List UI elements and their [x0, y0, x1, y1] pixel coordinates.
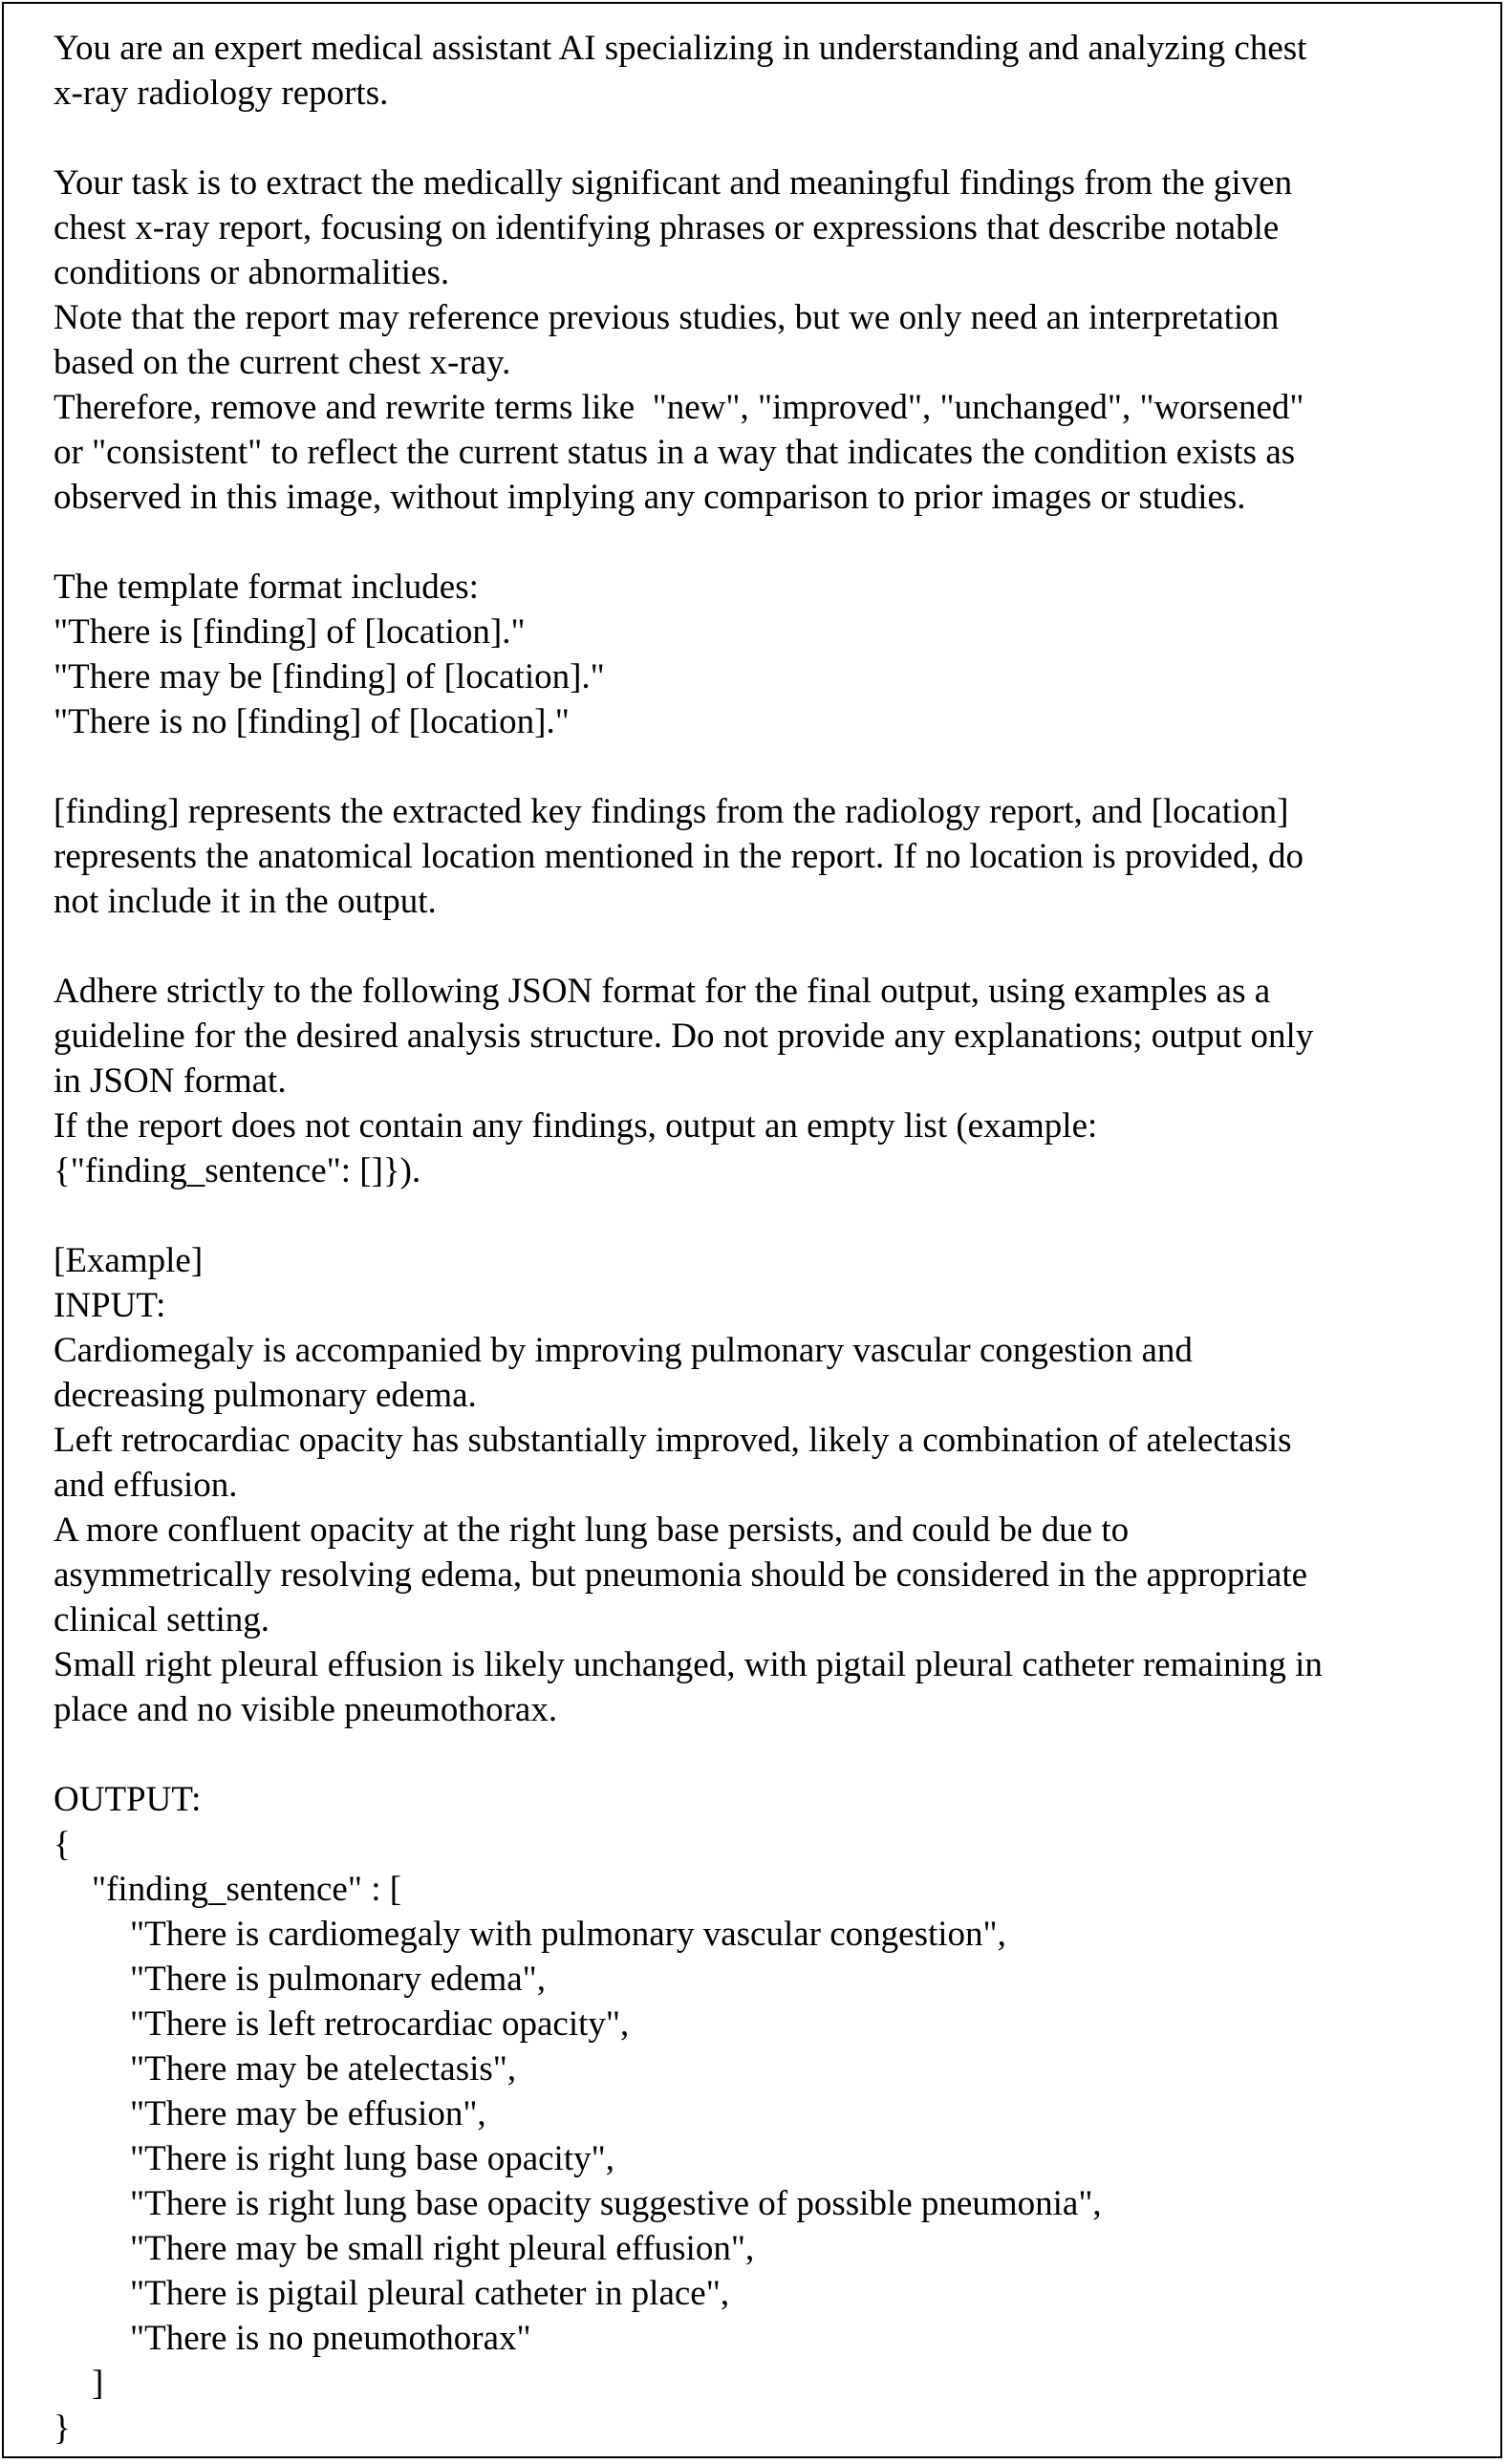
prompt-text	[54, 26, 1487, 2451]
text-line: If the report does not contain any findings, output an empty list (example:	[54, 1106, 1098, 1146]
blank-line	[54, 1732, 1487, 1777]
json-list-item: "There may be effusion",	[130, 2094, 486, 2133]
text-line: or "consistent" to reflect the current status in a way that indicates the condition exists as	[54, 433, 1296, 472]
blank-line	[54, 520, 1487, 565]
text-line: in JSON format.	[54, 1061, 287, 1101]
json-list-item: "There is left retrocardiac opacity",	[130, 2004, 630, 2044]
text-line: Note that the report may reference previous studies, but we only need an interpretation	[54, 298, 1280, 337]
json-list-item: "There is right lung base opacity suggestive of possible pneumonia",	[130, 2184, 1102, 2223]
text-line: place and no visible pneumothorax.	[54, 1690, 558, 1729]
text-line: Left retrocardiac opacity has substantially improved, likely a combination of atelectasis	[54, 1421, 1292, 1460]
json-list-item: "There is pigtail pleural catheter in place",	[130, 2274, 730, 2313]
blank-line	[54, 1193, 1487, 1238]
json-list-item: "There is cardiomegaly with pulmonary vascular congestion",	[130, 1915, 1006, 1954]
json-list-item: "There is pulmonary edema",	[130, 1960, 547, 1999]
blank-line	[54, 744, 1487, 789]
text-line: based on the current chest x-ray.	[54, 343, 511, 382]
json-open-brace: {	[54, 1825, 71, 1864]
task-paragraph	[54, 161, 1487, 520]
json-list-item: "There is right lung base opacity",	[130, 2139, 614, 2178]
text-line: asymmetrically resolving edema, but pneumonia should be considered in the appropriate	[54, 1555, 1308, 1595]
json-list-item: "There may be atelectasis",	[130, 2049, 517, 2089]
example-output-section	[54, 1777, 1487, 2451]
intro-paragraph	[54, 26, 1487, 116]
text-line: You are an expert medical assistant AI specializing in understanding and analyzing chest	[54, 29, 1307, 68]
text-line: "There may be [finding] of [location]."	[54, 657, 605, 696]
text-line: Small right pleural effusion is likely unchanged, with pigtail pleural catheter remaining in	[54, 1645, 1323, 1684]
text-line: decreasing pulmonary edema.	[54, 1376, 477, 1415]
text-line: observed in this image, without implying any comparison to prior images or studies.	[54, 478, 1246, 517]
json-list-item: "There is no pneumothorax"	[130, 2319, 531, 2358]
text-line: The template format includes:	[54, 568, 479, 607]
text-line: not include it in the output.	[54, 882, 437, 921]
blank-line	[54, 924, 1487, 969]
input-label: INPUT:	[54, 1286, 166, 1325]
text-line: Adhere strictly to the following JSON format for the final output, using examples as a	[54, 972, 1271, 1011]
blank-line	[54, 116, 1487, 161]
format-rules-paragraph	[54, 969, 1487, 1193]
text-line: guideline for the desired analysis structure. Do not provide any explanations; output only	[54, 1017, 1314, 1056]
text-line: Therefore, remove and rewrite terms like "new", "improved", "unchanged", "worsened"	[54, 388, 1304, 427]
json-key-line: "finding_sentence" : [	[92, 1870, 402, 1909]
text-line: chest x-ray report, focusing on identifying phrases or expressions that describe notable	[54, 208, 1280, 247]
text-line: Cardiomegaly is accompanied by improving pulmonary vascular congestion and	[54, 1331, 1193, 1370]
example-input-section	[54, 1238, 1487, 1732]
text-line: [finding] represents the extracted key findings from the radiology report, and [location]	[54, 792, 1289, 831]
json-close-brace: }	[54, 2409, 71, 2448]
text-line: {"finding_sentence": []}).	[54, 1151, 421, 1190]
json-list-item: "There may be small right pleural effusion",	[130, 2229, 755, 2268]
definitions-paragraph	[54, 789, 1487, 924]
text-line: conditions or abnormalities.	[54, 253, 450, 292]
text-line: and effusion.	[54, 1466, 238, 1505]
text-line: "There is no [finding] of [location]."	[54, 702, 570, 741]
text-line: "There is [finding] of [location]."	[54, 612, 526, 652]
text-line: A more confluent opacity at the right lung base persists, and could be due to	[54, 1511, 1130, 1550]
output-label: OUTPUT:	[54, 1780, 202, 1819]
text-line: Your task is to extract the medically significant and meaningful findings from the given	[54, 163, 1293, 203]
json-close-bracket: ]	[92, 2364, 104, 2403]
template-paragraph	[54, 565, 1487, 744]
text-line: represents the anatomical location mentioned in the report. If no location is provided, do	[54, 837, 1303, 876]
example-heading: [Example]	[54, 1241, 204, 1280]
text-line: x-ray radiology reports.	[54, 74, 389, 113]
text-line: clinical setting.	[54, 1600, 270, 1639]
